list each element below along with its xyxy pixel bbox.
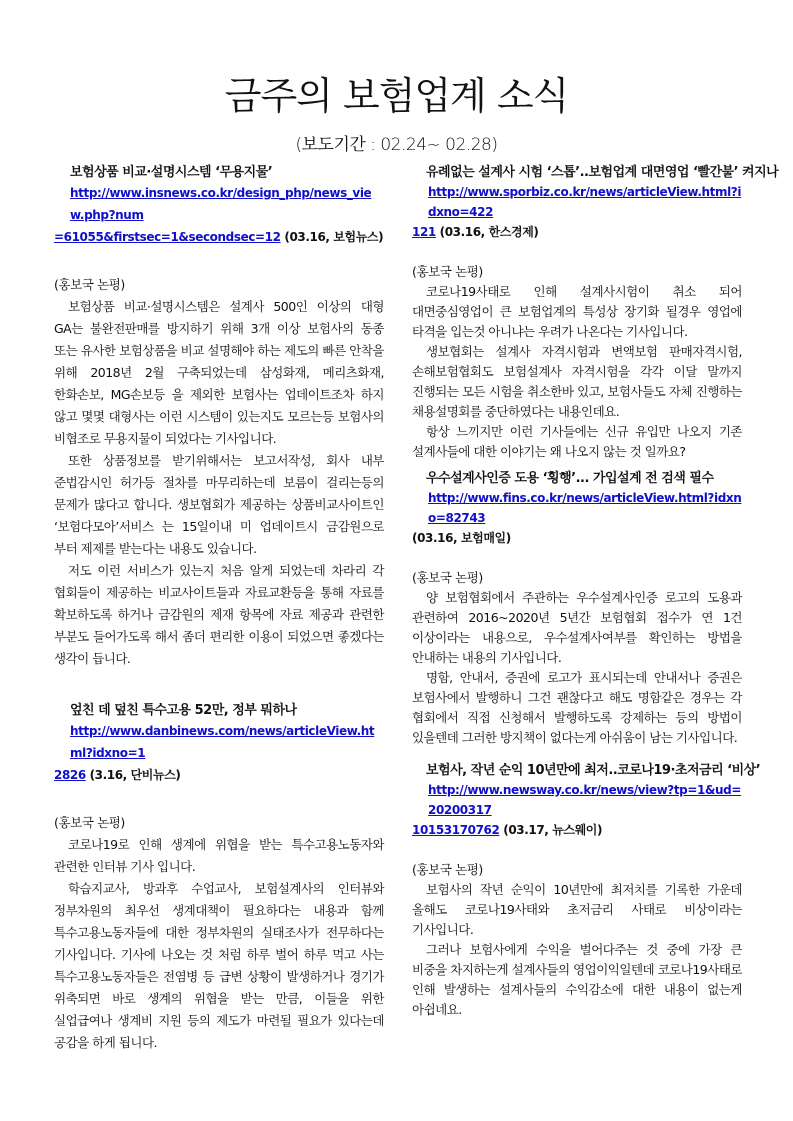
comment-label: (홍보국 논평) bbox=[54, 277, 125, 292]
comment-label: (홍보국 논평) bbox=[54, 815, 125, 830]
article-paragraph: 그러나 보험사에게 수익을 벌어다주는 것 중에 가장 큰 비중을 차지하는게 설계사들의 영업이익일텐데 코로나19사태로 인해 발생하는 설계사들의 수익감소에 대한 내용이 없는게 아쉽네요. bbox=[412, 942, 742, 1017]
article-headline: 보험사, 작년 순익 10년만에 최저..코로나19·초저금리 ‘비상’ bbox=[426, 763, 761, 778]
comment-label: (홍보국 논평) bbox=[412, 570, 483, 585]
article-paragraph: 코로나19로 인해 생계에 위협을 받는 특수고용노동자와 관련한 인터뷰 기사 입니다. bbox=[54, 837, 384, 874]
article-source bbox=[412, 182, 742, 242]
article-paragraph: 보험사의 작년 순익이 10년만에 최저치를 기록한 가운데 올해도 코로나19사태와 초저금리 사태로 비상이라는 기사입니다. bbox=[412, 882, 742, 937]
article-paragraph: 명함, 안내서, 증권에 로고가 표시되는데 안내서나 증권은 보험사에서 발행하니 그건 괜찮다고 해도 명함같은 경우는 각 협회에서 직접 신청해서 발행하도록 강제하는 등의 방법이 있을텐데 그러한 방지책이 없다는게 아쉬움이 남는 기사입니다. bbox=[412, 670, 742, 745]
article-meta: (03.16, 보험매일) bbox=[412, 531, 511, 545]
article-meta: (03.17, 뉴스웨이) bbox=[499, 823, 603, 837]
article-4 bbox=[412, 470, 742, 748]
article-meta: (03.16, 한스경제) bbox=[435, 225, 539, 239]
article-link-cont[interactable]: 10153170762 bbox=[412, 823, 500, 837]
report-period: (보도기간 : 02.24~ 02.28) bbox=[295, 135, 498, 155]
comment-label: (홍보국 논평) bbox=[412, 862, 483, 877]
article-link[interactable]: http://www.sporbiz.co.kr/news/articleView.html?idxno=422 bbox=[428, 185, 742, 219]
article-link[interactable]: http://www.fins.co.kr/news/articleView.html?idxno=82743 bbox=[428, 491, 742, 525]
comment-label: (홍보국 논평) bbox=[412, 264, 483, 279]
article-headline: 우수설계사인증 도용 ‘횡행’... 가입설계 전 검색 필수 bbox=[426, 471, 714, 486]
article-5 bbox=[412, 762, 761, 1020]
article-source bbox=[412, 488, 742, 548]
article-link-cont[interactable]: 2826 bbox=[54, 768, 86, 782]
article-paragraph: 생보협회는 설계사 자격시험과 변액보험 판매자격시험, 손해보험협회도 보험설계사 자격시험을 각각 이달 말까지 진행되는 모든 시험을 취소한바 있고, 보험사들도 자체 진행하는 채용설명회를 중단하였다는 내용인데요. bbox=[412, 344, 742, 419]
article-headline: 보험상품 비교·설명시스템 ‘무용지물’ bbox=[70, 165, 273, 180]
article-paragraph: 또한 상품정보를 받기위해서는 보고서작성, 회사 내부 준법감시인 허가등 절차를 마무리하는데 보름이 걸리는등의 문제가 많다고 합니다. 생보협회가 제공하는 상품비교사이트인 ‘보험다모아’서비스 는 15일이내 미 업데이트시 금감원으로 부터 제제를 받는다는 내용도 있습니다. bbox=[54, 453, 384, 556]
article-1 bbox=[54, 164, 384, 670]
article-meta: (03.16, 보험뉴스) bbox=[280, 230, 384, 244]
article-2 bbox=[54, 702, 384, 1054]
article-3 bbox=[412, 164, 779, 462]
article-paragraph: 항상 느끼지만 이런 기사들에는 신규 유입만 나오지 기존 설계사들에 대한 이야기는 왜 나오지 않는 것 일까요? bbox=[412, 424, 742, 459]
article-paragraph: 양 보험협회에서 주관하는 우수설계사인증 로고의 도용과 관련하여 2016~2020년 5년간 보험협회 접수가 연 1건 이상이라는 내용으로, 우수설계사여부를 확인하는 방법을 안내하는 내용의 기사입니다. bbox=[412, 590, 742, 665]
article-source bbox=[54, 182, 384, 248]
article-link-cont[interactable]: 121 bbox=[412, 225, 436, 239]
page-title: 금주의 보험업계 소식 bbox=[224, 74, 569, 118]
article-paragraph: 코로나19사태로 인해 설계사시험이 취소 되어 대면중심영업이 큰 보험업계의 특성상 장기화 될경우 영업에 타격을 입는것 아니냐는 우려가 나온다는 기사입니다. bbox=[412, 284, 742, 339]
article-paragraph: 저도 이런 서비스가 있는지 처음 알게 되었는데 차라리 각 협회들이 제공하는 비교사이트들과 자료교환등을 통해 자료를 확보하도록 하거나 금감원의 제재 항목에 자료 제공과 관련한 부분도 들어가도록 해서 좀더 편리한 이용이 되었으면 좋겠다는 생각이 듭니다. bbox=[54, 563, 384, 666]
article-link[interactable]: http://www.insnews.co.kr/design_php/news_view.php?num bbox=[70, 186, 372, 222]
article-headline: 유례없는 설계사 시험 ‘스톱’..보험업계 대면영업 ‘빨간불’ 켜지나 bbox=[426, 165, 779, 180]
article-link-cont[interactable]: =61055&firstsec=1&secondsec=12 bbox=[54, 230, 281, 244]
article-headline: 엎친 데 덮친 특수고용 52만, 정부 뭐하나 bbox=[70, 703, 297, 718]
article-paragraph: 보험상품 비교·설명시스템은 설계사 500인 이상의 대형 GA는 불완전판매를 방지하기 위해 3개 이상 보험사의 동종 또는 유사한 보험상품을 비교 설명해야 하는 제도의 빠른 안착을 위해 2018년 2월 구축되었는데 삼성화재, 메리츠화재, 한화손보, MG손보등 을 제외한 보험사는 업데이트조차 하지 않고 몇몇 대형사는 이런 시스템이 있는지도 모르는등 보험사의 비협조로 무용지물이 되었다는 기사입니다. bbox=[54, 299, 384, 446]
article-source bbox=[54, 720, 384, 786]
article-meta: (3.16, 단비뉴스) bbox=[85, 768, 181, 782]
article-source bbox=[412, 780, 742, 840]
article-link[interactable]: http://www.newsway.co.kr/news/view?tp=1&ud=20200317 bbox=[428, 783, 742, 817]
article-link[interactable]: http://www.danbinews.com/news/articleView.html?idxno=1 bbox=[70, 724, 375, 760]
article-paragraph: 학습지교사, 방과후 수업교사, 보험설계사의 인터뷰와 정부차원의 최우선 생계대책이 필요하다는 내용과 함께 특수고용노동자들에 대한 정부차원의 실태조사가 전무하다는 기사입니다. 기사에 나오는 것 처럼 하루 벌어 하루 먹고 사는 특수고용노동자들은 전염병 등 급변 상황이 발생하거나 경기가 위축되면 바로 생계의 위협을 받는 만큼, 이들을 위한 실업급여나 생계비 지원 등의 제도가 마련될 필요가 있다는데 공감을 하게 됩니다. bbox=[54, 881, 384, 1050]
